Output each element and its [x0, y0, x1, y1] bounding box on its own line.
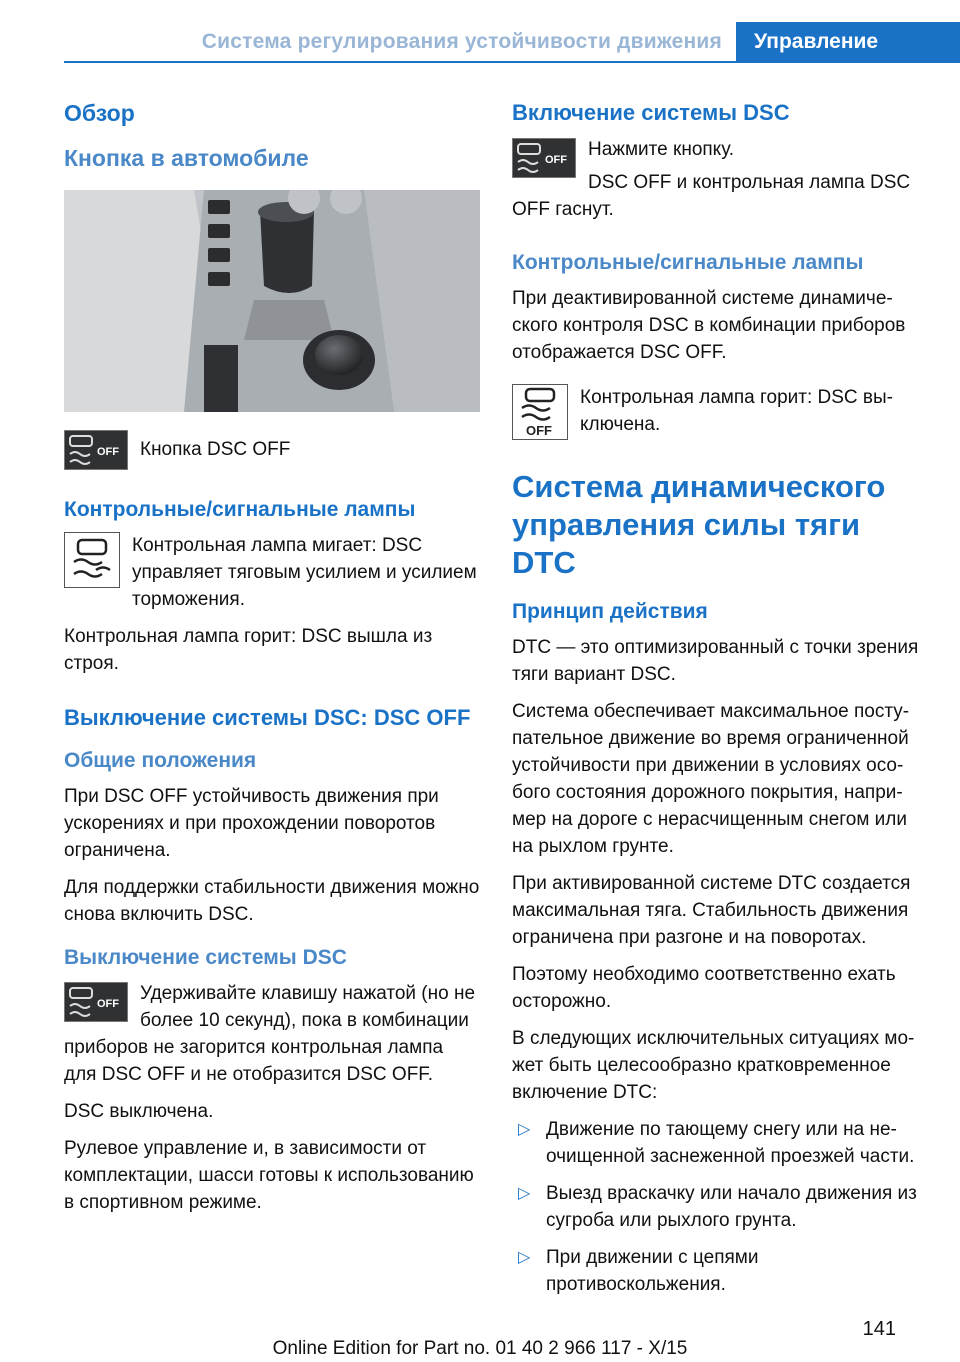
off-heading: Выключение системы DSC — [64, 946, 347, 969]
lamp-flash-row — [64, 532, 480, 613]
header-chapter-tab: Управление — [736, 22, 960, 62]
overview-heading: Обзор — [64, 100, 135, 126]
lamp-off-row — [512, 384, 928, 440]
lamp-on-text: Контрольная лампа горит: DSC вышла из строя. — [64, 626, 433, 674]
button-in-car-heading: Кнопка в автомобиле — [64, 145, 309, 171]
general-p2: Для поддержки стабильности движения можно снова включить DSC. — [64, 877, 480, 925]
right-column — [512, 100, 928, 1308]
lamps-heading-right: Контрольные/сигнальные лампы — [512, 251, 864, 274]
svg-text:OFF: OFF — [545, 154, 567, 166]
triangle-bullet-icon: ▷ — [518, 1249, 531, 1266]
situations-list — [512, 1116, 928, 1298]
off-instructions — [64, 980, 480, 1088]
principle-heading: Принцип действия — [512, 600, 708, 623]
svg-text:OFF: OFF — [97, 998, 119, 1010]
lamps-heading-left: Контрольные/сигнальные лампы — [64, 498, 416, 521]
principle-p2: Система обеспечивает максимальное поступательное движение во время ограниченной устойчивости при движении в условиях особого состояния дорожного покрытия, например на дороге с нерасчищенным снегом или на рыхлом грунте. — [512, 701, 910, 857]
on-instructions — [512, 136, 928, 223]
lamps-p1: При деактивированной системе динамического контроля DSC в комбинации приборов отображается DSC OFF. — [512, 288, 906, 363]
dtc-heading: Система динамического управления силы тяги DTC — [512, 469, 886, 580]
dsc-off-caption: Кнопка DSC OFF — [140, 439, 291, 460]
svg-text:OFF: OFF — [97, 446, 119, 458]
general-p1: При DSC OFF устойчивость движения при ускорениях и при прохождении поворотов ограничена. — [64, 786, 439, 861]
dsc-off-icon — [64, 982, 128, 1022]
on-p1: Нажмите кнопку. — [588, 139, 735, 160]
dsc-off-button-row — [64, 430, 480, 470]
list-item: ▷ При движении с цепями противоскольжения. — [512, 1244, 928, 1298]
dsc-off-icon — [64, 430, 128, 470]
page-number: 141 — [862, 1318, 896, 1340]
list-item: ▷ Движение по тающему снегу или на неочищенной заснеженной проезжей части. — [512, 1116, 928, 1170]
dsc-warning-lamp-icon — [64, 532, 120, 588]
principle-p5: В следующих исключительных ситуациях может быть целесообразно кратковременное включение DTC: — [512, 1028, 915, 1103]
center-console-photo — [64, 190, 480, 412]
off-p1: Удерживайте клавишу нажатой (но не более 10 секунд), пока в комбинации приборов не загорится контрольная лампа для DSC OFF и не отобразится DSC OFF. — [64, 983, 476, 1085]
dsc-off-icon — [512, 138, 576, 178]
on-p2: DSC OFF и контрольная лампа DSC OFF гаснут. — [512, 172, 911, 220]
triangle-bullet-icon: ▷ — [518, 1185, 531, 1202]
principle-p1: DTC — это оптимизированный с точки зрения тяги вариант DSC. — [512, 637, 919, 685]
lamp-flash-text: Контрольная лампа мигает: DSC управляет тяговым усилием и усилием торможения. — [132, 535, 477, 610]
principle-p3: При активированной системе DTC создается максимальная тяга. Стабильность движения ограничена при разгоне и на поворотах. — [512, 873, 911, 948]
triangle-bullet-icon: ▷ — [518, 1121, 531, 1138]
page-header — [0, 0, 960, 62]
list-item: ▷ Выезд враскачку или начало движения из сугроба или рыхлого грунта. — [512, 1180, 928, 1234]
on-heading: Включение системы DSC — [512, 100, 790, 125]
principle-p4: Поэтому необходимо соответственно ехать осторожно. — [512, 964, 896, 1012]
dsc-off-lamp-icon — [512, 384, 568, 440]
svg-text:OFF: OFF — [526, 423, 552, 438]
lamps-p2: Контрольная лампа горит: DSC выключена. — [580, 387, 893, 435]
off-p2: DSC выключена. — [64, 1101, 214, 1122]
general-heading: Общие положения — [64, 749, 257, 772]
left-column — [64, 100, 480, 1216]
header-rule — [64, 61, 960, 63]
deactivate-heading: Выключение системы DSC: DSC OFF — [64, 705, 471, 730]
off-p3: Рулевое управление и, в зависимости от комплектации, шасси готовы к использованию в спортивном режиме. — [64, 1138, 474, 1213]
edition-line: Online Edition for Part no. 01 40 2 966 117 - X/15 — [272, 1338, 688, 1359]
header-section-title: Система регулирования устойчивости движения — [201, 30, 722, 53]
